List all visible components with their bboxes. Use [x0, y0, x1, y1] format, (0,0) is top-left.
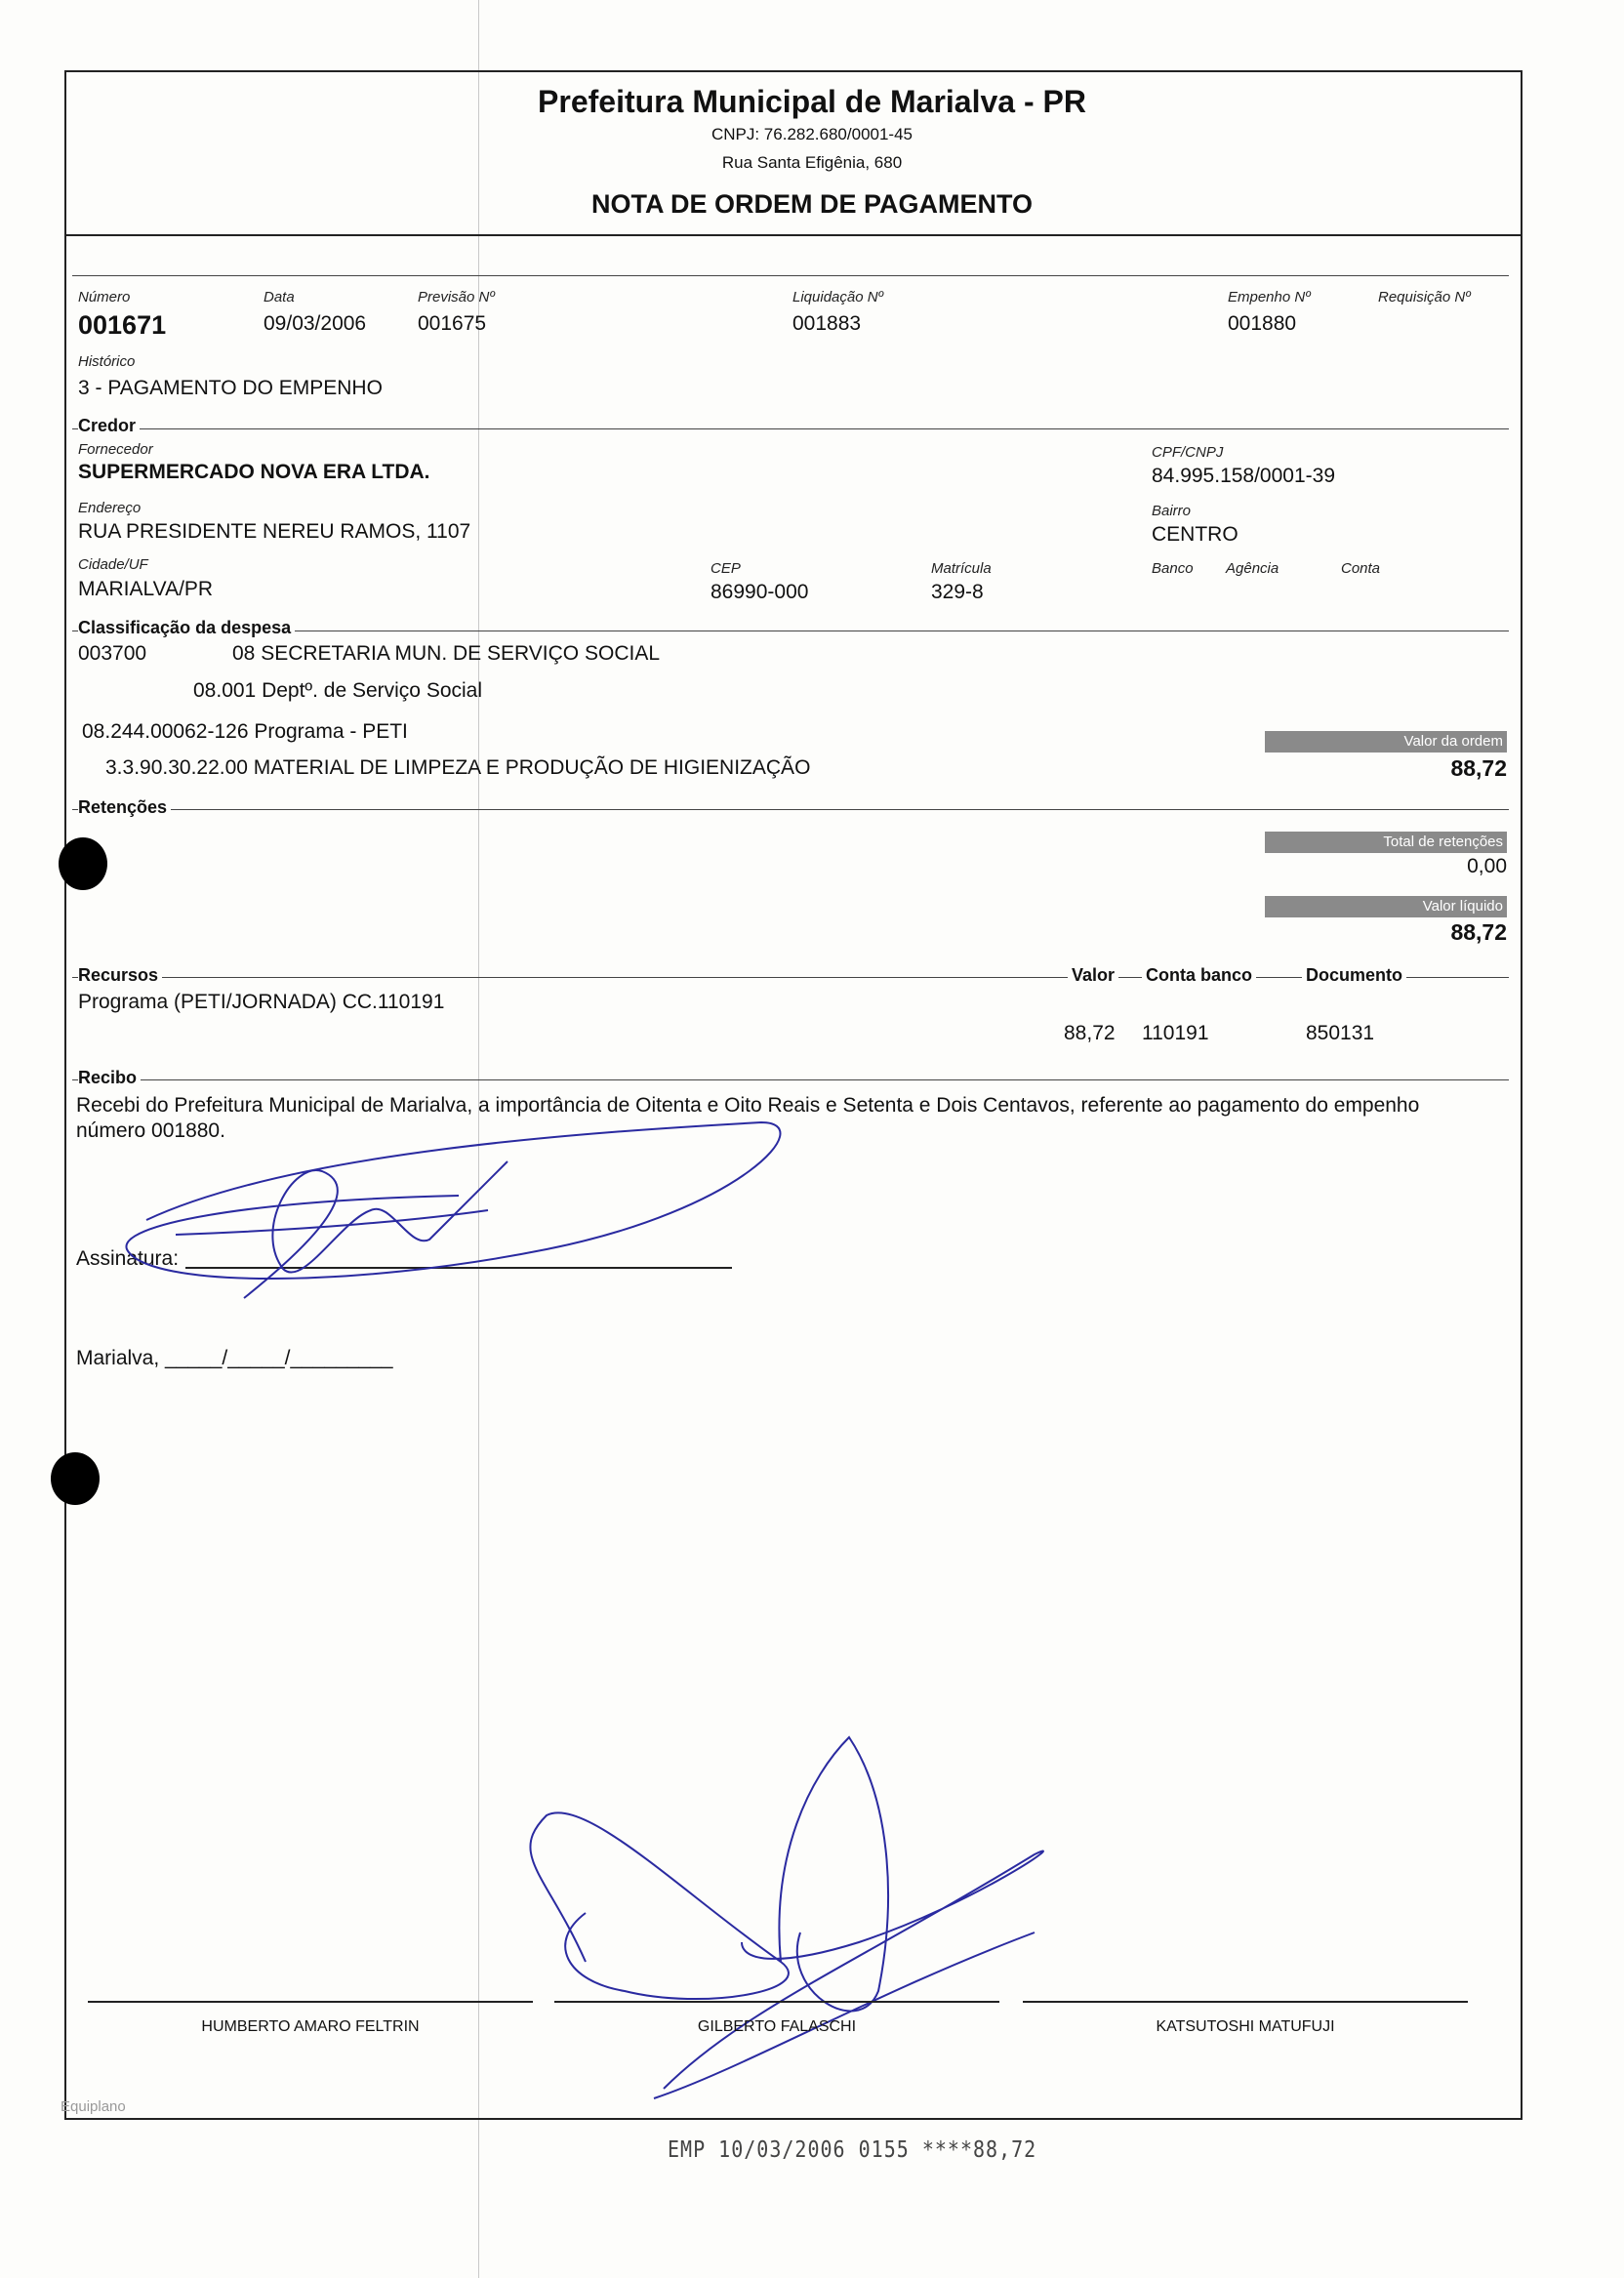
total-retencoes-label: Total de retenções — [1265, 832, 1507, 853]
address-text: Rua Santa Efigênia, 680 — [721, 153, 903, 172]
signatory-2: GILBERTO FALASCHI — [697, 2018, 857, 2035]
cnpj-text: CNPJ: 76.282.680/0001-45 — [710, 125, 914, 143]
valor-liquido-label: Valor líquido — [1265, 896, 1507, 917]
valor-liquido-value: 88,72 — [1450, 919, 1507, 945]
classificacao-section-title: Classificação da despesa — [78, 618, 295, 638]
liquidacao-label: Liquidação Nº — [792, 289, 884, 305]
empenho-label: Empenho Nº — [1228, 289, 1311, 305]
classificacao-line4: 3.3.90.30.22.00 MATERIAL DE LIMPEZA E PRODUÇÃO DE HIGIENIZAÇÃO — [105, 756, 811, 779]
agencia-label: Agência — [1226, 560, 1279, 577]
empenho-value: 001880 — [1228, 312, 1297, 335]
cep-label: CEP — [710, 560, 741, 577]
valor-ordem-value: 88,72 — [1450, 755, 1507, 781]
fornecedor-label: Fornecedor — [78, 441, 153, 458]
recursos-valor-label: Valor — [1068, 965, 1118, 986]
matricula-label: Matrícula — [931, 560, 992, 577]
fornecedor-value: SUPERMERCADO NOVA ERA LTDA. — [78, 461, 430, 483]
numero-value: 001671 — [78, 310, 167, 340]
bairro-value: CENTRO — [1152, 523, 1238, 546]
cpf-label: CPF/CNPJ — [1152, 444, 1224, 461]
signatory-3: KATSUTOSHI MATUFUJI — [1156, 2018, 1335, 2035]
recursos-documento: 850131 — [1306, 1022, 1375, 1044]
valor-ordem-label: Valor da ordem — [1265, 731, 1507, 753]
previsao-value: 001675 — [418, 312, 487, 335]
recibo-text: Recebi do Prefeitura Municipal de Marialva, a importância de Oitenta e Oito Reais e Setenta e Dois Centavos, referente ao pagamento do empenho número 001880. — [76, 1094, 1420, 1142]
cpf-value: 84.995.158/0001-39 — [1152, 465, 1336, 487]
recibo-section-title: Recibo — [78, 1068, 141, 1088]
recursos-conta-label: Conta banco — [1142, 965, 1256, 986]
signature-line-3 — [1023, 2001, 1468, 2003]
banco-label: Banco — [1152, 560, 1194, 577]
data-value: 09/03/2006 — [264, 312, 367, 335]
signature-line-1 — [88, 2001, 533, 2003]
matricula-value: 329-8 — [931, 581, 984, 603]
local-data-line: Marialva, _____/_____/_________ — [76, 1347, 393, 1369]
document-title: NOTA DE ORDEM DE PAGAMENTO — [590, 189, 1033, 219]
cidade-label: Cidade/UF — [78, 556, 148, 573]
cep-value: 86990-000 — [710, 581, 809, 603]
credor-section-title: Credor — [78, 416, 140, 436]
signature-line-2 — [554, 2001, 999, 2003]
recursos-conta: 110191 — [1142, 1022, 1209, 1044]
signatory-1: HUMBERTO AMARO FELTRIN — [201, 2018, 420, 2035]
classificacao-line3: 08.244.00062-126 Programa - PETI — [82, 720, 408, 743]
bairro-label: Bairro — [1152, 503, 1192, 519]
recursos-documento-label: Documento — [1302, 965, 1406, 986]
classificacao-code: 003700 — [78, 642, 147, 665]
assinatura-label: Assinatura: — [76, 1247, 180, 1270]
recursos-programa: Programa (PETI/JORNADA) CC.110191 — [78, 991, 445, 1013]
data-label: Data — [264, 289, 295, 305]
processing-stamp: EMP 10/03/2006 0155 ****88,72 — [668, 2136, 1037, 2163]
classificacao-line2: 08.001 Deptº. de Serviço Social — [193, 679, 483, 702]
conta-label: Conta — [1341, 560, 1381, 577]
classificacao-line1: 08 SECRETARIA MUN. DE SERVIÇO SOCIAL — [232, 642, 661, 665]
software-footer: Equiplano — [61, 2098, 126, 2115]
numero-label: Número — [78, 289, 131, 305]
page-title: Prefeitura Municipal de Marialva - PR — [538, 84, 1086, 119]
historico-value: 3 - PAGAMENTO DO EMPENHO — [78, 377, 383, 399]
endereco-label: Endereço — [78, 500, 142, 516]
previsao-label: Previsão Nº — [418, 289, 495, 305]
liquidacao-value: 001883 — [792, 312, 862, 335]
requisicao-label: Requisição Nº — [1378, 289, 1471, 305]
historico-label: Histórico — [78, 353, 136, 370]
recursos-valor: 88,72 — [1064, 1022, 1116, 1044]
endereco-value: RUA PRESIDENTE NEREU RAMOS, 1107 — [78, 520, 471, 543]
retencoes-section-title: Retenções — [78, 797, 171, 818]
cidade-value: MARIALVA/PR — [78, 578, 214, 600]
recursos-section-title: Recursos — [78, 965, 162, 986]
total-retencoes-value: 0,00 — [1467, 855, 1507, 877]
